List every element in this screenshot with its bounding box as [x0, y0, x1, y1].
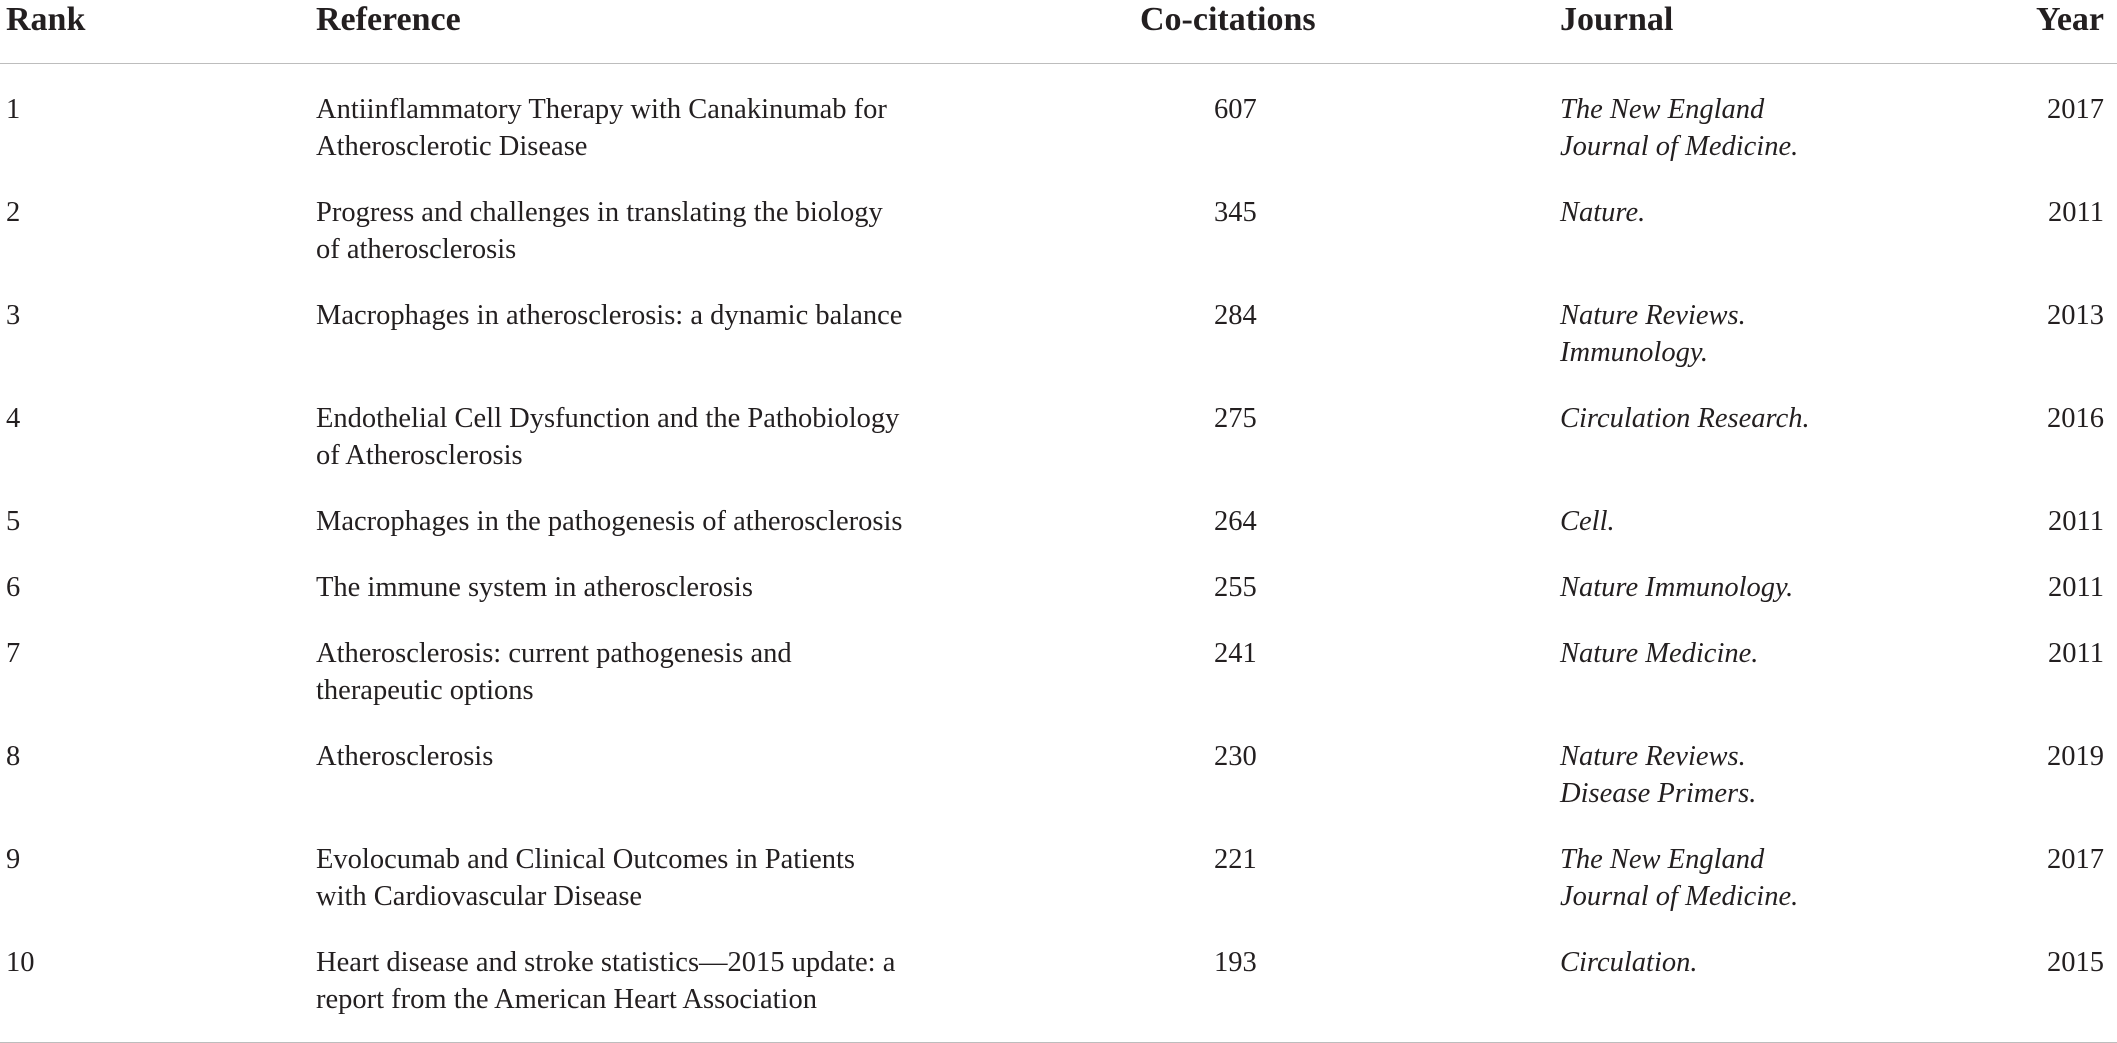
journal-line: Nature Medicine. [1560, 638, 1759, 669]
reference-line: Macrophages in the pathogenesis of atherosclerosis [316, 506, 903, 537]
reference-line: Heart disease and stroke statistics—2015 update: a [316, 947, 896, 978]
reference-line: therapeutic options [316, 675, 534, 706]
header-row [0, 0, 2117, 64]
cell-cocitations: 193 [1088, 921, 1560, 1043]
table-row [0, 546, 2117, 612]
cell-reference [316, 818, 1088, 921]
journal-line: Nature. [1560, 197, 1646, 228]
journal-line: Nature Reviews. [1560, 300, 1746, 331]
cell-journal [1560, 612, 1950, 715]
reference-line: The immune system in atherosclerosis [316, 572, 753, 603]
reference-line: Atherosclerotic Disease [316, 131, 588, 162]
cell-year: 2019 [2047, 741, 2104, 772]
cell-year: 2011 [2048, 197, 2104, 228]
cell-cocitations: 345 [1214, 197, 1257, 228]
cell-rank: 5 [6, 506, 21, 537]
table-row [0, 171, 2117, 274]
journal-line: Cell. [1560, 506, 1615, 537]
cell-reference [316, 715, 1088, 818]
cell-rank: 4 [6, 403, 21, 434]
cell-rank: 9 [6, 844, 21, 875]
journal-line: Circulation. [1560, 947, 1698, 978]
cell-rank: 3 [6, 300, 21, 331]
header-journal: Journal [1560, 0, 1950, 64]
table-row [0, 377, 2117, 480]
journal-line: Circulation Research. [1560, 403, 1810, 434]
cell-journal [1560, 274, 1950, 377]
reference-line: Evolocumab and Clinical Outcomes in Patients [316, 844, 856, 875]
reference-line: Atherosclerosis: current pathogenesis and [316, 638, 792, 669]
cell-journal [1560, 171, 1950, 274]
table-row [0, 715, 2117, 818]
reference-line: Endothelial Cell Dysfunction and the Pathobiology [316, 403, 900, 434]
cell-year: 2017 [2047, 844, 2104, 875]
journal-line: Journal of Medicine. [1560, 881, 1799, 912]
table-header [0, 0, 2117, 64]
cell-reference [316, 921, 1088, 1043]
journal-line: The New England [1560, 94, 1765, 125]
reference-line: Macrophages in atherosclerosis: a dynamic balance [316, 300, 903, 331]
cell-cocitations: 221 [1214, 844, 1257, 875]
header-rank: Rank [0, 0, 316, 64]
header-cocitations: Co-citations [1088, 0, 1560, 64]
cell-year: 2016 [2047, 403, 2104, 434]
cell-journal [1560, 818, 1950, 921]
reference-line: report from the American Heart Association [316, 984, 817, 1015]
cell-year: 2011 [2048, 638, 2104, 669]
journal-line: Nature Immunology. [1560, 572, 1794, 603]
cell-reference [316, 480, 1088, 546]
cell-reference [316, 377, 1088, 480]
reference-line: of atherosclerosis [316, 234, 517, 265]
table-row [0, 921, 2117, 1043]
table-row [0, 818, 2117, 921]
cell-cocitations: 284 [1214, 300, 1257, 331]
cell-rank: 2 [6, 197, 21, 228]
journal-line: The New England [1560, 844, 1765, 875]
journal-line: Disease Primers. [1560, 778, 1757, 809]
cell-cocitations: 230 [1214, 741, 1257, 772]
table-row [0, 274, 2117, 377]
header-reference: Reference [316, 0, 1088, 64]
cell-journal [1560, 921, 1950, 1043]
journal-line: Journal of Medicine. [1560, 131, 1799, 162]
table-row [0, 612, 2117, 715]
cell-rank: 10 [0, 921, 316, 1043]
cell-rank: 6 [6, 572, 21, 603]
cell-journal [1560, 64, 1950, 172]
reference-line: Antiinflammatory Therapy with Canakinumab for [316, 94, 887, 125]
reference-line: of Atherosclerosis [316, 440, 523, 471]
cell-reference [316, 171, 1088, 274]
header-year: Year [1950, 0, 2117, 64]
cell-reference [316, 546, 1088, 612]
cell-cocitations: 275 [1214, 403, 1257, 434]
table-row [0, 480, 2117, 546]
cell-rank: 7 [6, 638, 21, 669]
cell-cocitations: 264 [1214, 506, 1257, 537]
reference-line: Atherosclerosis [316, 741, 494, 772]
reference-line: Progress and challenges in translating the biology [316, 197, 883, 228]
cell-year: 2017 [2047, 94, 2104, 125]
cell-rank: 1 [6, 94, 21, 125]
cell-journal [1560, 715, 1950, 818]
cell-cocitations: 241 [1214, 638, 1257, 669]
cell-year: 2015 [1950, 921, 2117, 1043]
cell-rank: 8 [6, 741, 21, 772]
cell-year: 2011 [2048, 506, 2104, 537]
cell-reference [316, 612, 1088, 715]
cell-reference [316, 64, 1088, 172]
cell-year: 2013 [2047, 300, 2104, 331]
cell-cocitations: 607 [1214, 94, 1257, 125]
journal-line: Nature Reviews. [1560, 741, 1746, 772]
reference-line: with Cardiovascular Disease [316, 881, 643, 912]
table-row [0, 64, 2117, 172]
cell-year: 2011 [2048, 572, 2104, 603]
cell-journal [1560, 546, 1950, 612]
cell-journal [1560, 377, 1950, 480]
cell-reference [316, 274, 1088, 377]
cell-journal [1560, 480, 1950, 546]
cell-cocitations: 255 [1214, 572, 1257, 603]
table-body [0, 64, 2117, 1043]
journal-line: Immunology. [1560, 337, 1709, 368]
